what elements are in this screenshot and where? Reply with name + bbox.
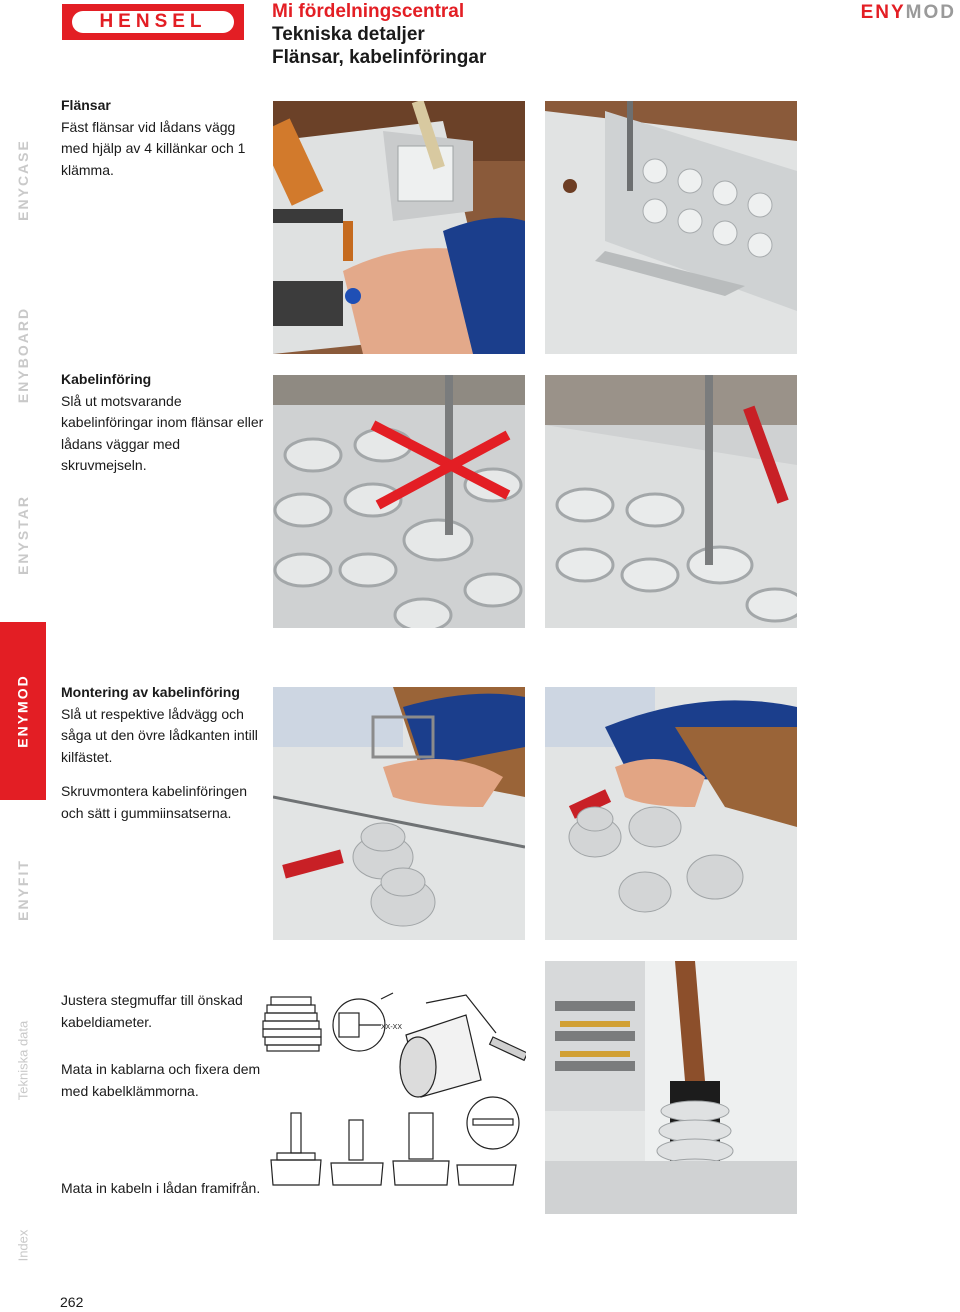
side-tab-enyboard[interactable] [0, 290, 46, 420]
side-tab-label: ENYCASE [15, 139, 31, 221]
enymod-logo-eny: ENY [860, 2, 906, 23]
section-body: Mata in kabeln i lådan framifrån. [61, 1180, 261, 1196]
photo-sawing [273, 687, 525, 940]
sleeve-cable-views [271, 1097, 519, 1185]
hensel-logo [62, 4, 244, 40]
sleeve-side-view [263, 997, 321, 1051]
side-tab-enystar[interactable] [0, 470, 46, 600]
hensel-logo-text: HENSEL [72, 11, 234, 33]
section-body: Slå ut motsvarande kabelinföringar inom flänsar eller lådans väggar med skruvmejseln. [61, 392, 264, 473]
section-heading: Montering av kabelinföring [61, 684, 240, 700]
side-tab-index[interactable] [0, 1200, 46, 1290]
enymod-logo-mod: MOD [905, 2, 956, 23]
photo-flange-mounting [273, 101, 525, 354]
page-number: 262 [60, 1294, 84, 1310]
measure-label: XX-XX [381, 1024, 403, 1031]
section-body: Mata in kablarna och fixera dem med kabelklämmorna. [61, 1061, 261, 1099]
side-tab-label: ENYBOARD [15, 306, 31, 404]
photo-knockout-correct [545, 375, 797, 628]
side-tab-label: Index [15, 1229, 31, 1261]
section-heading: Flänsar [61, 97, 111, 113]
page-title [272, 0, 486, 69]
side-tab-tekniska-data[interactable] [0, 990, 46, 1130]
section-montering [61, 682, 266, 837]
photo-knockout-wrong [273, 375, 525, 628]
enymod-logo [861, 2, 956, 24]
side-tab-label: Tekniska data [15, 1020, 31, 1100]
section-kabelinforing [61, 369, 266, 490]
side-tab-label: ENYFIT [15, 859, 31, 921]
section-body: Skruvmontera kabelinföringen och sätt i gummiinsatserna. [61, 783, 247, 821]
side-tab-enyfit[interactable] [0, 830, 46, 950]
photo-flange-screwdriver [545, 101, 797, 354]
side-tab-label: ENYSTAR [15, 495, 32, 575]
title-line-1: Mi fördelningscentral [272, 1, 465, 22]
section-body: Slå ut respektive lådvägg och såga ut den övre lådkanten intill kilfästet. [61, 705, 258, 765]
side-tab-enycase[interactable] [0, 110, 46, 250]
side-tab-enymod[interactable] [0, 622, 46, 800]
section-heading: Kabelinföring [61, 371, 152, 387]
section-body: Justera stegmuffar till önskad kabeldiameter. [61, 992, 243, 1030]
section-body: Fäst flänsar vid lådans vägg med hjälp av 4 killänkar och 1 klämma. [61, 118, 246, 178]
photo-screw-mount [545, 687, 797, 940]
photo-cable-entry [545, 961, 797, 1214]
section-justera [61, 990, 266, 1213]
diagram-stepped-sleeves [261, 985, 526, 1190]
title-line-2: Tekniska detaljer [272, 24, 425, 45]
section-flansar [61, 95, 266, 194]
title-line-3: Flänsar, kabelinföringar [272, 47, 487, 68]
side-tab-label: ENYMOD [15, 674, 32, 748]
